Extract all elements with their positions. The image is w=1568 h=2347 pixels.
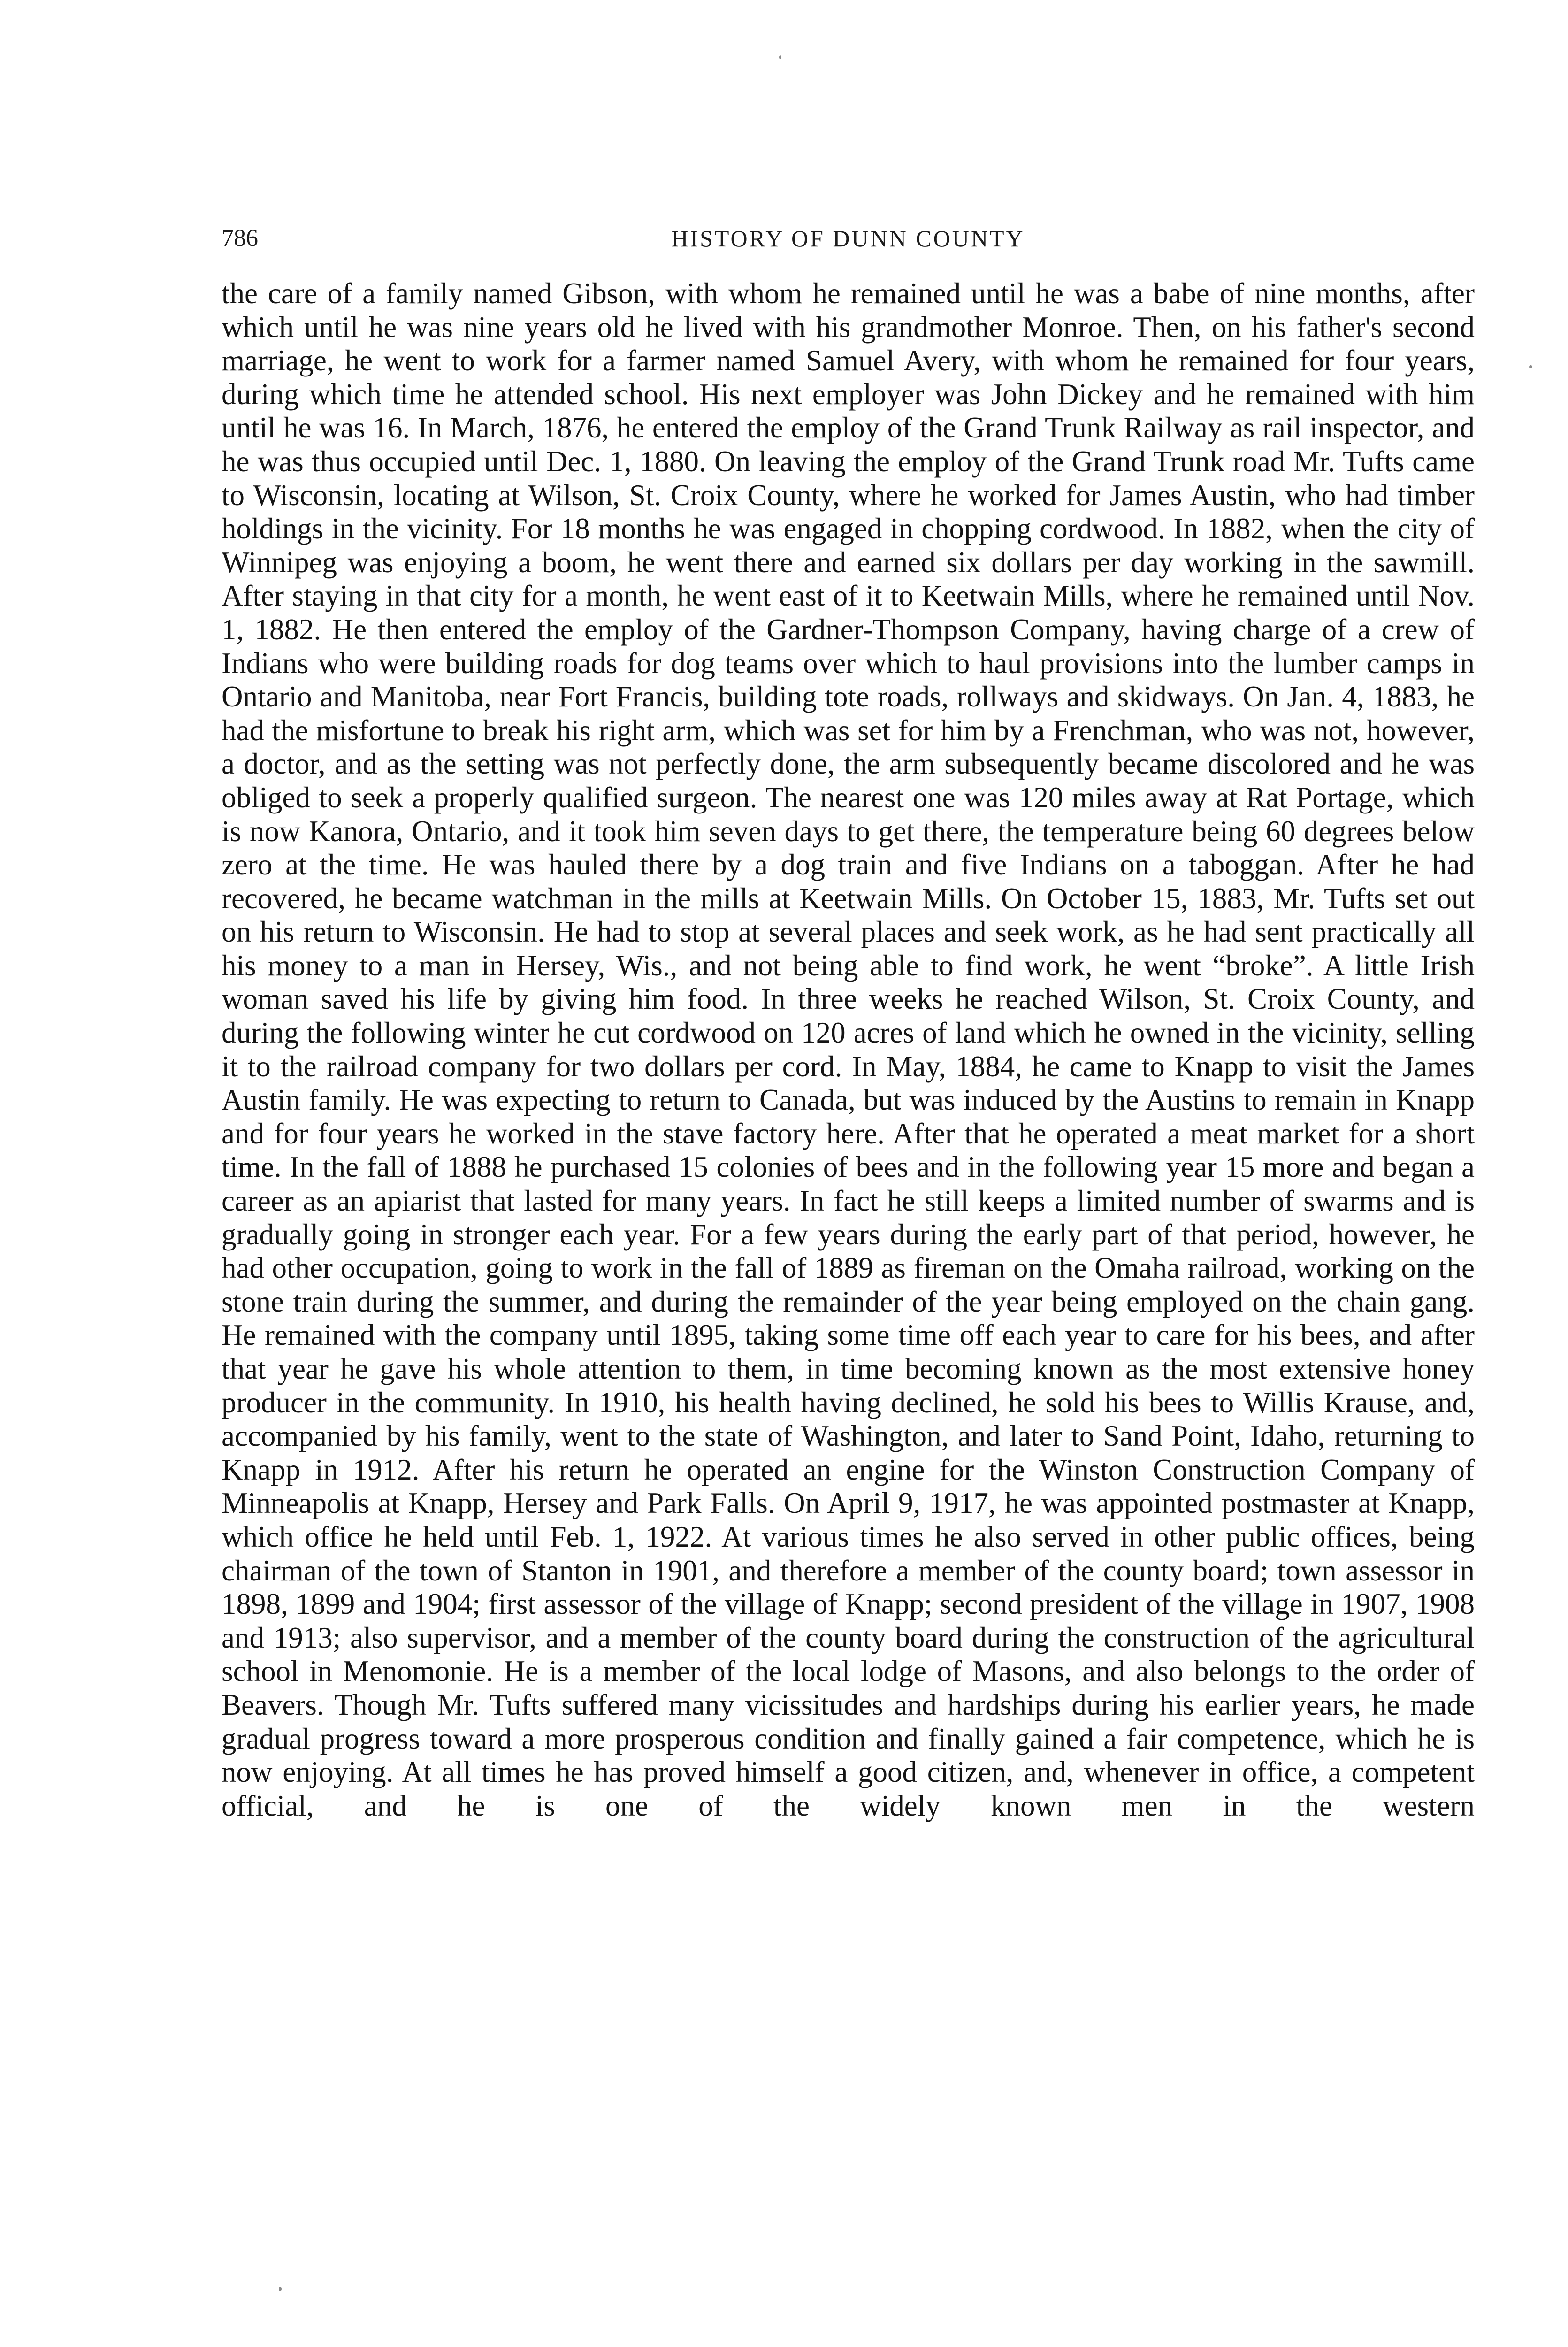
page-number: 786 (222, 225, 258, 252)
paper-speck (1529, 365, 1532, 368)
paper-speck (779, 55, 781, 59)
page-header (222, 220, 1475, 257)
paper-speck (279, 2287, 282, 2291)
body-paragraph: the care of a family named Gibson, with whom he remained until he was a babe of nine months, after which until he was nine years old he lived with his grandmother Monroe. Then, on his father's second marriage, he went to work for a farmer named Samuel Avery, with whom he remained for four years, during which time he attended school. His next employer was John Dickey and he remained with him until he was 16. In March, 1876, he entered the employ of the Grand Trunk Railway as rail inspector, and he was thus occupied until Dec. 1, 1880. On leaving the employ of the Grand Trunk road Mr. Tufts came to Wisconsin, locating at Wilson, St. Croix County, where he worked for James Austin, who had timber holdings in the vicinity. For 18 months he was engaged in chopping cordwood. In 1882, when the city of Winnipeg was enjoying a boom, he went there and earned six dollars per day working in the sawmill. After staying in that city for a month, he went east of it to Keetwain Mills, where he remained until Nov. 1, 1882. He then entered the employ of the Gardner-Thompson Company, having charge of a crew of Indians who were building roads for dog teams over which to haul provisions into the lumber camps in Ontario and Manitoba, near Fort Francis, building tote roads, rollways and skidways. On Jan. 4, 1883, he had the misfortune to break his right arm, which was set for him by a Frenchman, who was not, however, a doctor, and as the setting was not perfectly done, the arm subsequently became discolored and he was obliged to seek a properly qualified surgeon. The nearest one was 120 miles away at Rat Portage, which is now Kanora, Ontario, and it took him seven days to get there, the temperature being 60 degrees below zero at the time. He was hauled there by a dog train and five Indians on a taboggan. After he had recovered, he became watchman in the mills at Keetwain Mills. On October 15, 1883, Mr. Tufts set out on his return to Wisconsin. He had to stop at several places and seek work, as he had sent practically all his money to a man in Hersey, Wis., and not being able to find work, he went “broke”. A little Irish woman saved his life by giving him food. In three weeks he reached Wilson, St. Croix County, and during the following winter he cut cordwood on 120 acres of land which he owned in the vicinity, selling it to the railroad company for two dollars per cord. In May, 1884, he came to Knapp to visit the James Austin family. He was expecting to return to Canada, but was induced by the Austins to remain in Knapp and for four years he worked in the stave factory here. After that he operated a meat market for a short time. In the fall of 1888 he purchased 15 colonies of bees and in the following year 15 more and began a career as an apiarist that lasted for many years. In fact he still keeps a limited number of swarms and is gradually going in stronger each year. For a few years during the early part of that period, however, he had other occupation, going to work in the fall of 1889 as fireman on the Omaha railroad, working on the stone train during the summer, and during the remainder of the year being employed on the chain gang. He remained with the company until 1895, taking some time off each year to care for his bees, and after that year he gave his whole attention to them, in time becoming known as the most extensive honey producer in the community. In 1910, his health having declined, he sold his bees to Willis Krause, and, accompanied by his family, went to the state of Washington, and later to Sand Point, Idaho, returning to Knapp in 1912. After his return he operated an engine for the Winston Construction Company of Minneapolis at Knapp, Hersey and Park Falls. On April 9, 1917, he was appointed postmaster at Knapp, which office he held until Feb. 1, 1922. At various times he also served in other public offices, being chairman of the town of Stanton in 1901, and therefore a member of the county board; town assessor in 1898, 1899 and 1904; first assessor of the village of Knapp; second president of the village in 1907, 1908 and 1913; also supervisor, and a member of the county board during the construction of the agricultural school in Menomonie. He is a member of the local lodge of Masons, and also belongs to the order of Beavers. Though Mr. Tufts suffered many vicissitudes and hardships during his earlier years, he made gradual progress toward a more prosperous condition and finally gained a fair competence, which he is now enjoying. At all times he has proved himself a good citizen, and, whenever in office, a competent official, and he is one of the widely known men in the western (222, 277, 1475, 1822)
running-title: HISTORY OF DUNN COUNTY (671, 225, 1025, 252)
